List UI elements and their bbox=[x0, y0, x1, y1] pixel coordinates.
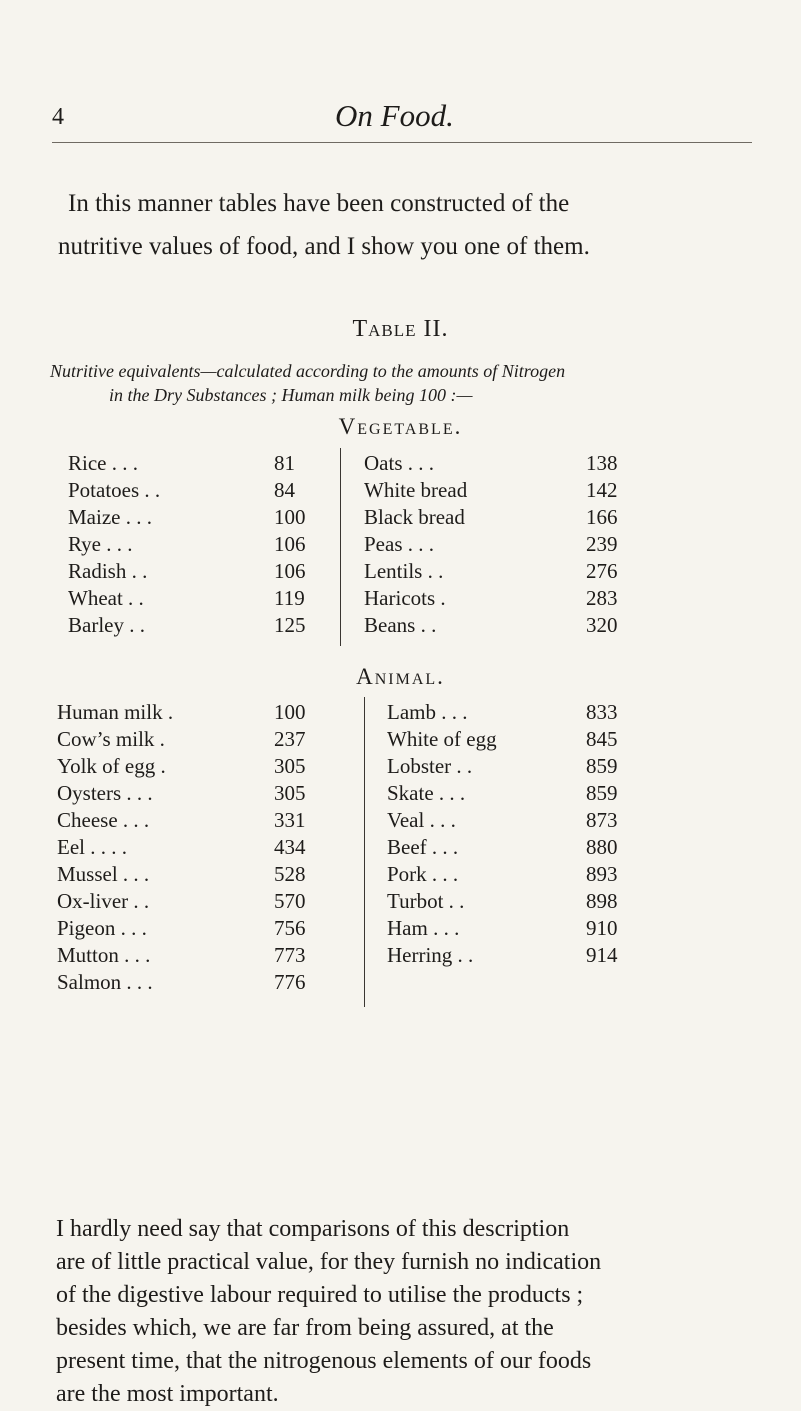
nutritive-value: 305 bbox=[274, 754, 306, 778]
nutritive-value: 283 bbox=[586, 586, 618, 610]
table-row bbox=[0, 559, 801, 586]
nutritive-value: 138 bbox=[586, 451, 618, 475]
food-name: Salmon . . . bbox=[57, 970, 153, 994]
food-name: Mutton . . . bbox=[57, 943, 151, 967]
vegetable-table bbox=[0, 451, 801, 640]
food-name: Lamb . . . bbox=[387, 700, 468, 724]
closing-line: are the most important. bbox=[56, 1381, 279, 1407]
table-row bbox=[0, 505, 801, 532]
nutritive-value: 528 bbox=[274, 862, 306, 886]
food-name: Veal . . . bbox=[387, 808, 456, 832]
closing-line: I hardly need say that comparisons of this description bbox=[56, 1216, 570, 1242]
nutritive-value: 84 bbox=[274, 478, 295, 502]
food-name: Oats . . . bbox=[364, 451, 434, 475]
vegetable-heading: Vegetable. bbox=[338, 414, 463, 439]
nutritive-value: 276 bbox=[586, 559, 618, 583]
food-name: Beef . . . bbox=[387, 835, 459, 859]
nutritive-value: 106 bbox=[274, 532, 306, 556]
closing-line: present time, that the nitrogenous elements of our foods bbox=[56, 1348, 592, 1374]
food-name: Radish . . bbox=[68, 559, 148, 583]
food-name: Ox-liver . . bbox=[57, 889, 150, 913]
table-row bbox=[0, 478, 801, 505]
caption-line: in the Dry Substances ; Human milk being 100 :— bbox=[109, 385, 473, 405]
page-number: 4 bbox=[52, 104, 64, 130]
nutritive-value: 100 bbox=[274, 505, 306, 529]
food-name: Lentils . . bbox=[364, 559, 444, 583]
food-name: Lobster . . bbox=[387, 754, 473, 778]
caption-line: Nutritive equivalents—calculated according to the amounts of Nitrogen bbox=[50, 361, 566, 381]
food-name: Rice . . . bbox=[68, 451, 138, 475]
table-row bbox=[0, 727, 801, 754]
nutritive-value: 756 bbox=[274, 916, 306, 940]
food-name: Oysters . . . bbox=[57, 781, 153, 805]
nutritive-value: 142 bbox=[586, 478, 618, 502]
nutritive-value: 125 bbox=[274, 613, 306, 637]
food-name: Cow’s milk . bbox=[57, 727, 165, 751]
food-name: Cheese . . . bbox=[57, 808, 150, 832]
food-name: White of egg bbox=[387, 727, 497, 751]
nutritive-value: 305 bbox=[274, 781, 306, 805]
food-name: Rye . . . bbox=[68, 532, 133, 556]
table-row bbox=[0, 808, 801, 835]
food-name: Mussel . . . bbox=[57, 862, 150, 886]
nutritive-value: 434 bbox=[274, 835, 306, 859]
table-title: Table II. bbox=[352, 316, 449, 342]
table-row bbox=[0, 586, 801, 613]
table-row bbox=[0, 754, 801, 781]
table-row bbox=[0, 781, 801, 808]
food-name: Eel . . . . bbox=[57, 835, 127, 859]
food-name: Potatoes . . bbox=[68, 478, 161, 502]
table-row bbox=[0, 451, 801, 478]
food-name: Turbot . . bbox=[387, 889, 465, 913]
table-row bbox=[0, 862, 801, 889]
nutritive-value: 331 bbox=[274, 808, 306, 832]
nutritive-value: 845 bbox=[586, 727, 618, 751]
nutritive-value: 773 bbox=[274, 943, 306, 967]
nutritive-value: 910 bbox=[586, 916, 618, 940]
nutritive-value: 859 bbox=[586, 754, 618, 778]
nutritive-value: 106 bbox=[274, 559, 306, 583]
table-row bbox=[0, 889, 801, 916]
nutritive-value: 100 bbox=[274, 700, 306, 724]
nutritive-value: 898 bbox=[586, 889, 618, 913]
food-name: Peas . . . bbox=[364, 532, 434, 556]
nutritive-value: 237 bbox=[274, 727, 306, 751]
nutritive-value: 239 bbox=[586, 532, 618, 556]
food-name: Pigeon . . . bbox=[57, 916, 147, 940]
table-row bbox=[0, 700, 801, 727]
food-name: Human milk . bbox=[57, 700, 174, 724]
nutritive-value: 880 bbox=[586, 835, 618, 859]
nutritive-value: 873 bbox=[586, 808, 618, 832]
food-name: White bread bbox=[364, 478, 468, 502]
food-name: Wheat . . bbox=[68, 586, 144, 610]
food-name: Haricots . bbox=[364, 586, 446, 610]
animal-heading: Animal. bbox=[356, 664, 445, 689]
running-title: On Food. bbox=[335, 98, 454, 133]
closing-paragraph bbox=[56, 1213, 756, 1411]
food-name: Ham . . . bbox=[387, 916, 460, 940]
food-name: Barley . . bbox=[68, 613, 145, 637]
page-header bbox=[0, 0, 801, 140]
food-name: Herring . . bbox=[387, 943, 474, 967]
table-row bbox=[0, 916, 801, 943]
intro-line: nutritive values of food, and I show you one of them. bbox=[58, 233, 590, 260]
nutritive-value: 776 bbox=[274, 970, 306, 994]
table-row bbox=[0, 835, 801, 862]
closing-line: besides which, we are far from being assured, at the bbox=[56, 1315, 554, 1341]
nutritive-value: 81 bbox=[274, 451, 295, 475]
food-name: Skate . . . bbox=[387, 781, 466, 805]
intro-line: In this manner tables have been constructed of the bbox=[68, 190, 570, 217]
food-name: Pork . . . bbox=[387, 862, 459, 886]
table-row bbox=[0, 613, 801, 640]
nutritive-value: 166 bbox=[586, 505, 618, 529]
nutritive-value: 119 bbox=[274, 586, 305, 610]
header-rule bbox=[52, 142, 752, 143]
nutritive-value: 859 bbox=[586, 781, 618, 805]
nutritive-value: 833 bbox=[586, 700, 618, 724]
nutritive-value: 914 bbox=[586, 943, 618, 967]
animal-table bbox=[0, 700, 801, 997]
closing-line: of the digestive labour required to utilise the products ; bbox=[56, 1282, 584, 1308]
table-row bbox=[0, 943, 801, 970]
closing-line: are of little practical value, for they furnish no indication bbox=[56, 1249, 602, 1275]
table-row bbox=[0, 532, 801, 559]
nutritive-value: 893 bbox=[586, 862, 618, 886]
food-name: Maize . . . bbox=[68, 505, 152, 529]
nutritive-value: 320 bbox=[586, 613, 618, 637]
food-name: Black bread bbox=[364, 505, 465, 529]
food-name: Beans . . bbox=[364, 613, 437, 637]
table-row bbox=[0, 970, 801, 997]
food-name: Yolk of egg . bbox=[57, 754, 166, 778]
nutritive-value: 570 bbox=[274, 889, 306, 913]
